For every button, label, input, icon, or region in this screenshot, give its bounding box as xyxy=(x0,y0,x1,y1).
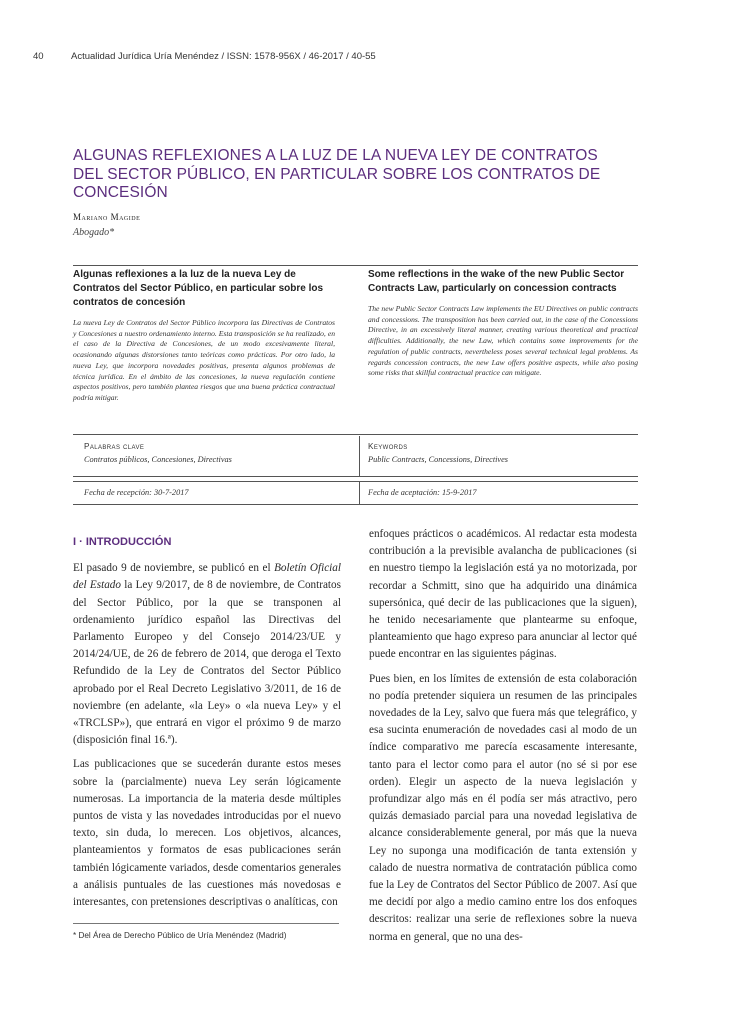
section-title: I · INTRODUCCIÓN xyxy=(73,536,172,548)
article-title: ALGUNAS REFLEXIONES A LA LUZ DE LA NUEVA LEY DE CONTRATOS DEL SECTOR PÚBLICO, EN PARTICULAR SOBRE LOS CONTRATOS DE CONCESIÓN xyxy=(73,147,601,201)
journal-citation: Actualidad Jurídica Uría Menéndez / ISSN: 1578-956X / 46-2017 / 40-55 xyxy=(71,51,376,62)
page-number: 40 xyxy=(33,51,44,62)
paragraph-1-text-b: la Ley 9/2017, de 8 de noviembre, de Contratos del Sector Público, por la que se transponen al ordenamiento jurídico español las Directivas del Parlamento Europeo y del Consejo 2014/23/UE y 2014/24/UE, de 26 de febrero de 2014, que deroga el Texto Refundido de la Ley de Contratos del Sector Público aprobado por el Real Decreto Legislativo 3/2011, de 16 de noviembre (en adelante, «la Ley» o «la nueva Ley» y el «TRCLSP»), que entrará en vigor el próximo 9 de marzo (disposición final 16.ª). xyxy=(73,579,341,747)
accepted-date: Fecha de aceptación: 15-9-2017 xyxy=(368,488,477,497)
abstract-english xyxy=(368,268,638,379)
paragraph-1-text-a: El pasado 9 de noviembre, se publicó en el xyxy=(73,562,275,575)
abstract-spanish xyxy=(73,268,335,404)
body-column-right xyxy=(369,526,637,953)
keywords-spanish-value: Contratos públicos, Concesiones, Directivas xyxy=(84,455,232,464)
keywords-spanish-label: Palabras clave xyxy=(84,442,145,451)
keywords-spanish xyxy=(84,442,232,464)
abstract-english-text: The new Public Sector Contracts Law implements the EU Directives on public contracts and concessions. The transposition has been carried out, in the case of the Concessions Directive, in an excessively literal manner, creating various theoretical and practical difficulties. Additionally, the new Law, which contains some improvements for the regulation of public contracts, nevertheless poses several technical legal problems. As regards concession contracts, the new Law offers positive aspects, while also posing some risks that skillful contractual practice can mitigate. xyxy=(368,304,638,378)
received-date: Fecha de recepción: 30-7-2017 xyxy=(84,488,189,497)
keywords-english-value: Public Contracts, Concessions, Directives xyxy=(368,455,509,464)
keywords-english xyxy=(368,442,508,464)
abstract-english-heading: Some reflections in the wake of the new Public Sector Contracts Law, particularly on concession contracts xyxy=(368,269,625,294)
keywords-separator xyxy=(359,436,360,476)
keywords-english-label: Keywords xyxy=(368,442,408,451)
boe-italic: Boletín Oficial del Estado xyxy=(73,562,341,592)
divider-keywords xyxy=(73,434,638,435)
paragraph-4: Pues bien, en los límites de extensión de esta colaboración no podía pretender siquiera un resumen de las principales novedades de la Ley, salvo que fuera más que telegráfico, y esa sucinta enumeración de novedades casi al modo de un índice comparativo me parecía escasamente interesante, tanto para el lector como para el autor (no sé si por ese orden). Elegir un aspecto de la nueva legislación y profundizar algo más en él podía ser más atractivo, pero quizás demasiado parcial para una novedad legislativa de alcance considerablemente general, por más que la nueva Ley no suponga una modificación de tanta extensión y calado de nuestra normativa de contratación pública como fue la Ley de Contratos del Sector Público de 2007. Así que me decidí por algo a medio camino entre los dos enfoques descritos: realizar una serie de reflexiones sobre la nueva norma en general, que no una des- xyxy=(369,672,637,943)
footnote-divider xyxy=(73,923,339,924)
footnote: * Del Área de Derecho Público de Uría Menéndez (Madrid) xyxy=(73,931,287,940)
abstract-spanish-text: La nueva Ley de Contratos del Sector Público incorpora las Directivas de Contratos y Concesiones a nuestro ordenamiento interno. Esta transposición se ha realizado, en el caso de la Directiva de Concesiones, de un modo excesivamente literal, ocasionando algunas distorsiones tanto teóricas como prácticas. Por otro lado, la nueva Ley, que incorpora novedades positivas, presenta algunos problemas de técnica jurídica. En el ámbito de las concesiones, la nueva regulación contiene aspectos positivos, pero también plantea riesgos que una buena práctica contractual podría mitigar. xyxy=(73,318,335,402)
author-role: Abogado* xyxy=(73,227,115,238)
dates-separator xyxy=(359,481,360,504)
abstract-spanish-heading: Algunas reflexiones a la luz de la nueva Ley de Contratos del Sector Público, en particular sobre los contratos de concesión xyxy=(73,269,324,308)
paragraph-1 xyxy=(73,560,341,749)
paragraph-3: enfoques prácticos o académicos. Al redactar esta modesta contribución a la previsible avalancha de publicaciones (si en nuestro tiempo la legislación está ya no motorizada, por recordar a Schmitt, sino que ha adquirido una dinámica supersónica, qué decir de las publicaciones que la siguen), he tenido necesariamente que plantearme su enfoque, planteamiento que hago expreso para anunciar al lector qué puede encontrar en las siguientes páginas. xyxy=(369,528,637,661)
author-name: Mariano Magide xyxy=(73,212,141,222)
body-column-left xyxy=(73,534,341,918)
paragraph-2: Las publicaciones que se sucederán durante estos meses sobre la (parcialmente) nueva Ley serán lógicamente numerosas. La importancia de la materia desde múltiples puntos de vista y las novedades introducidas por el nuevo texto, sin duda, lo merecen. Los objetivos, alcances, planteamientos y formatos de esas publicaciones serán también lógicamente variados, desde comentarios generales a análisis puntuales de las cuestiones más novedosas e interesantes, con pretensiones descriptivas o analíticas, con xyxy=(73,758,341,909)
running-header xyxy=(33,51,376,62)
divider-top xyxy=(73,265,638,266)
